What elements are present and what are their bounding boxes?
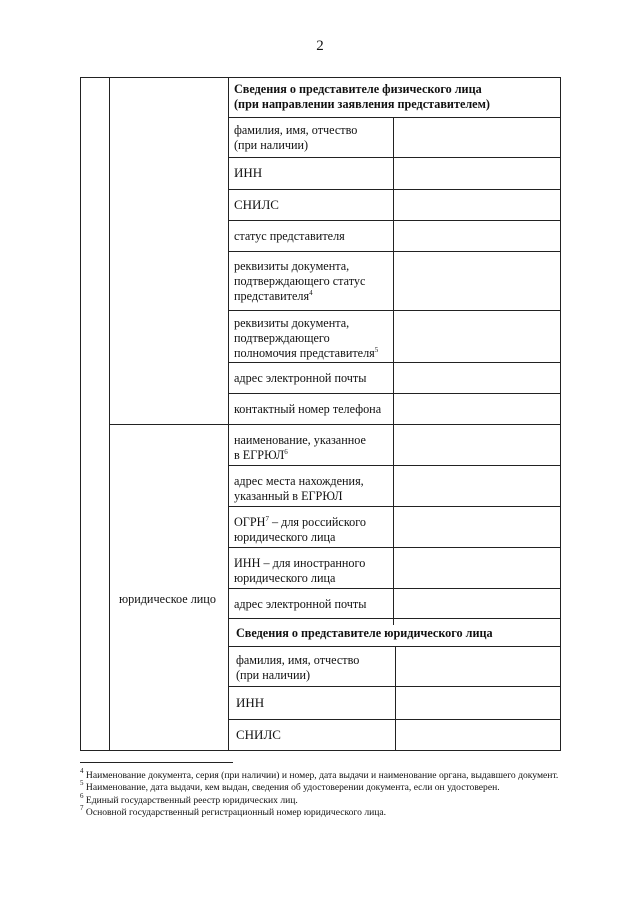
table-border-left [80, 77, 81, 750]
table-border-right [560, 77, 561, 750]
row-label-line: (при наличии) [236, 668, 311, 682]
footnote-number: 7 [80, 803, 84, 812]
page-number: 2 [316, 38, 324, 54]
row-label-line: адрес электронной почты [234, 371, 367, 385]
footnote-ref-4: 4 [309, 289, 313, 297]
physical-rep-row-snils [234, 197, 390, 212]
row-line [228, 157, 561, 158]
row-label-text: представителя [234, 289, 310, 303]
footnote-ref-6: 6 [284, 448, 288, 456]
row-label-line [234, 346, 394, 361]
legal-entity-label: юридическое лицо [119, 592, 216, 606]
row-line [228, 588, 561, 589]
physical-rep-row-authority-document [234, 316, 394, 361]
row-line [228, 465, 561, 466]
row-label-text: полномочия представителя [234, 346, 375, 360]
row-line [228, 393, 561, 394]
row-label-line: СНИЛС [234, 197, 279, 212]
row-line [228, 310, 561, 311]
physical-rep-row-status-document [234, 259, 390, 304]
table-column-divider-3a [393, 117, 394, 625]
legal-rep-row-inn [236, 695, 392, 710]
legal-rep-header: Сведения о представителе юридического лица [236, 626, 493, 640]
footnote-text: Единый государственный реестр юридических лиц. [85, 794, 298, 806]
row-line [228, 362, 561, 363]
row-line [228, 719, 561, 720]
footnote-text: Основной государственный регистрационный номер юридического лица. [85, 806, 387, 818]
row-label-text: в ЕГРЮЛ [234, 448, 285, 462]
footnote-4 [80, 767, 565, 782]
row-label-line: юридического лица [234, 571, 336, 585]
row-line [228, 220, 561, 221]
row-label-line: подтверждающего [234, 331, 330, 345]
row-label-line: реквизиты документа, [234, 259, 350, 273]
row-label-line: контактный номер телефона [234, 402, 382, 416]
table-border-bottom [80, 750, 561, 751]
section-divider [109, 424, 561, 425]
row-label-line: подтверждающего статус [234, 274, 366, 288]
row-line [228, 189, 561, 190]
legal-rep-row-snils [236, 727, 392, 742]
footnote-ref-7: 7 [265, 515, 269, 523]
row-label-line: реквизиты документа, [234, 316, 350, 330]
legal-row-email [234, 597, 390, 612]
legal-row-inn-foreign [234, 556, 390, 586]
physical-rep-header-line1: Сведения о представителе физического лица [234, 82, 482, 96]
footnote-5 [80, 779, 565, 794]
physical-rep-row-email [234, 371, 390, 386]
row-line [228, 117, 561, 118]
row-line [228, 547, 561, 548]
footnote-number: 6 [80, 791, 84, 800]
row-line [228, 251, 561, 252]
row-line [228, 686, 561, 687]
row-label-line: статус представителя [234, 229, 345, 243]
row-label-line: юридического лица [234, 530, 336, 544]
legal-row-name [234, 433, 390, 463]
legal-rep-row-full-name [236, 653, 392, 683]
footnote-ref-5: 5 [374, 346, 379, 354]
physical-rep-row-inn [234, 165, 390, 180]
footnotes [80, 767, 565, 819]
legal-row-ogrn [234, 515, 390, 545]
table-border-top [80, 77, 561, 78]
row-label-line [234, 448, 390, 463]
row-label-line [234, 289, 390, 304]
table-column-divider-1 [109, 77, 110, 750]
row-line [228, 646, 561, 647]
row-label-line [234, 515, 390, 530]
physical-rep-row-phone [234, 402, 394, 417]
row-label-line: ИНН [234, 165, 263, 180]
row-label-text: – для российского [268, 515, 367, 529]
footnote-separator [80, 762, 233, 763]
row-line [228, 506, 561, 507]
row-label-text: ОГРН [234, 515, 266, 529]
row-label-line: указанный в ЕГРЮЛ [234, 489, 343, 503]
footnote-text: Наименование, дата выдачи, кем выдан, сведения об удостоверении документа, если он удостоверен. [85, 782, 500, 794]
footnote-number: 4 [80, 767, 84, 775]
row-label-line: ИНН [236, 695, 265, 710]
legal-row-address [234, 474, 390, 504]
row-label-line: СНИЛС [236, 727, 281, 742]
physical-rep-row-status [234, 229, 390, 244]
row-label-line: фамилия, имя, отчество [236, 653, 360, 667]
row-label-line: фамилия, имя, отчество [234, 123, 358, 137]
physical-rep-header [234, 82, 556, 112]
physical-rep-header-line2: (при направлении заявления представителем) [234, 97, 490, 111]
footnote-number: 5 [80, 779, 84, 788]
row-label-line: наименование, указанное [234, 433, 366, 447]
table-column-divider-3b [395, 646, 396, 750]
row-line [228, 618, 561, 619]
row-label-line: адрес электронной почты [234, 597, 367, 611]
footnote-7 [80, 803, 565, 819]
row-label-line: ИНН – для иностранного [234, 556, 366, 570]
footnote-text: Наименование документа, серия (при наличии) и номер, дата выдачи и наименование органа, выдавшего документ. [85, 770, 559, 781]
footnote-6 [80, 791, 565, 807]
table-column-divider-2 [228, 77, 229, 750]
row-label-line: адрес места нахождения, [234, 474, 364, 488]
row-label-line: (при наличии) [234, 138, 309, 152]
physical-rep-row-full-name [234, 123, 390, 153]
